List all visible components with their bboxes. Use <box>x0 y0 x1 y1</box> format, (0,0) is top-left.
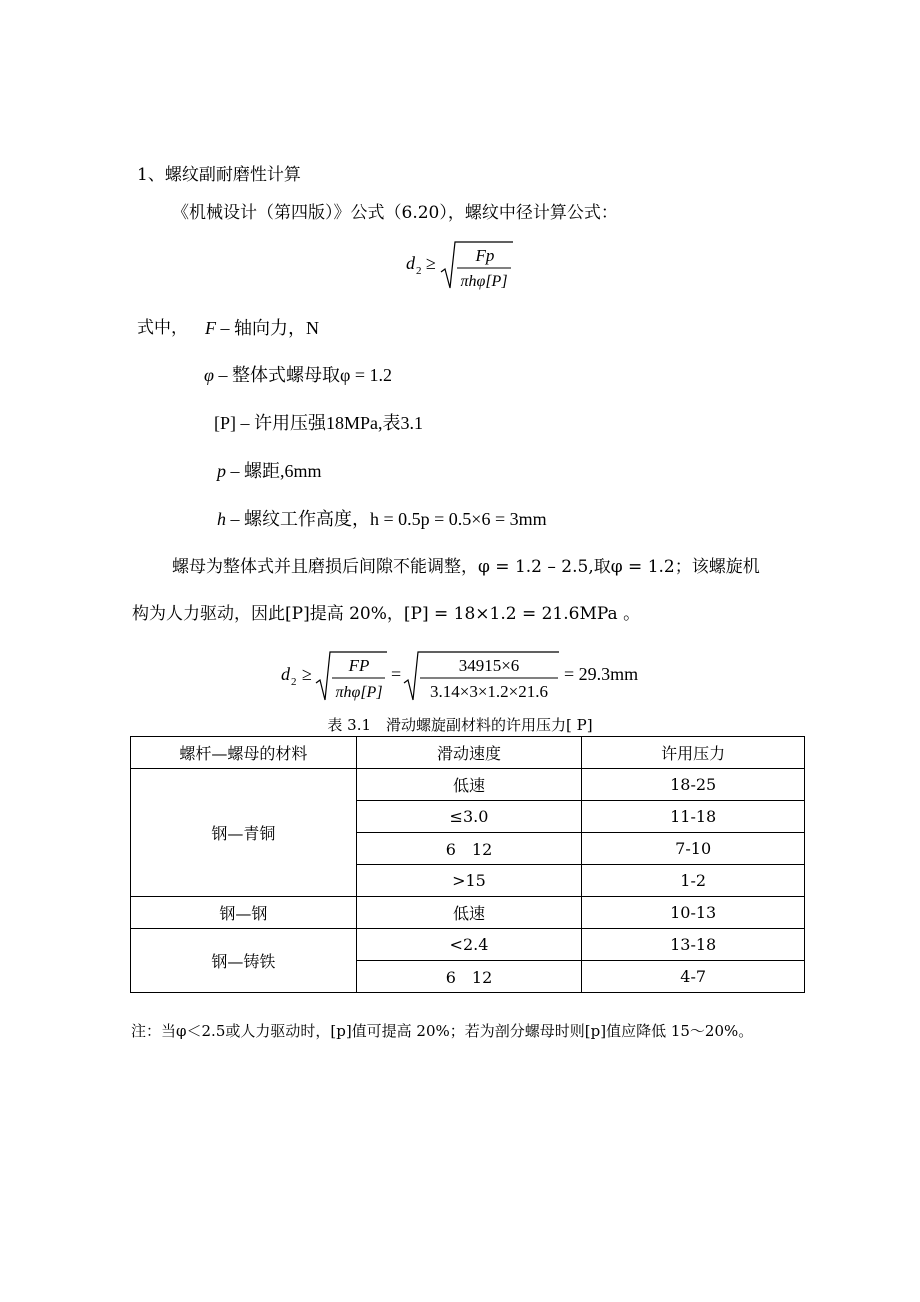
where-item-h-sym: h <box>217 509 226 529</box>
formula2-num2: 34915×6 <box>458 656 520 675</box>
where-item-P <box>214 412 423 434</box>
table-header-material: 螺杆—螺母的材料 <box>131 737 357 769</box>
table-caption: 表 3.1 滑动螺旋副材料的许用压力[ P] <box>327 716 593 734</box>
table-cell-speed: 6 12 <box>356 961 582 993</box>
formula2-lhs-sub: 2 <box>291 676 297 688</box>
table-cell-pressure: 11-18 <box>582 801 805 833</box>
para-line-1: 螺母为整体式并且磨损后间隙不能调整，φ = 1.2 – 2.5,取φ = 1.2；该螺旋机 <box>172 557 760 577</box>
where-label: 式中， <box>137 318 188 338</box>
where-item-P-text: – 许用压强18MPa,表3.1 <box>236 413 424 433</box>
table-cell-pressure: 10-13 <box>582 897 805 929</box>
where-item-pitch-sym: p <box>217 461 226 481</box>
formula1-den: πhφ[P] <box>460 273 508 290</box>
formula1-lhs: d <box>406 253 415 273</box>
table-cell-speed: ≤3.0 <box>356 801 582 833</box>
section-heading: 1、螺纹副耐磨性计算 <box>137 165 301 185</box>
table-cell-pressure: 13-18 <box>582 929 805 961</box>
table-cell-material: 钢—钢 <box>131 897 357 929</box>
where-item-F-text: – 轴向力，N <box>216 318 319 338</box>
formula2-result: = 29.3mm <box>564 664 639 684</box>
formula1-rel: ≥ <box>426 253 436 273</box>
table-cell-material: 钢—青铜 <box>131 769 357 897</box>
formula2-lhs: d <box>281 664 290 684</box>
where-item-phi-text: – 整体式螺母取φ = 1.2 <box>213 365 393 385</box>
table-cell-speed: 低速 <box>356 897 582 929</box>
table-header-pressure: 许用压力 <box>582 737 805 769</box>
formula2-den1: πhφ[P] <box>335 684 383 701</box>
where-item-h <box>217 508 547 530</box>
table-note: 注：当φ＜2.5或人力驱动时，[p]值可提高 20%；若为剖分螺母时则[p]值应降低 15～20%。 <box>131 1022 754 1040</box>
where-item-F-sym: F <box>205 318 216 338</box>
table-cell-pressure: 1-2 <box>582 865 805 897</box>
table-cell-speed: <2.4 <box>356 929 582 961</box>
where-item-pitch-text: – 螺距,6mm <box>226 461 322 481</box>
formula1-num: Fp <box>475 246 495 265</box>
table-cell-material: 钢—铸铁 <box>131 929 357 993</box>
where-item-phi-sym: φ <box>204 365 214 385</box>
table-row <box>131 769 805 801</box>
formula-pitch-diameter <box>400 236 530 296</box>
table-cell-pressure: 7-10 <box>582 833 805 865</box>
formula2-eq: = <box>391 664 402 684</box>
where-item-F <box>205 317 319 339</box>
table-cell-speed: 6 12 <box>356 833 582 865</box>
where-item-pitch <box>217 460 322 482</box>
where-item-P-sym: [P] <box>214 413 236 433</box>
formula-result <box>275 646 655 706</box>
intro-text: 《机械设计（第四版）》公式（6.20），螺纹中径计算公式： <box>172 203 618 223</box>
formula2-rel: ≥ <box>302 664 312 684</box>
table-cell-pressure: 4-7 <box>582 961 805 993</box>
table-header-row <box>131 737 805 769</box>
formula2-den2: 3.14×3×1.2×21.6 <box>429 682 549 701</box>
table-row <box>131 897 805 929</box>
table-cell-speed: >15 <box>356 865 582 897</box>
table-header-speed: 滑动速度 <box>356 737 582 769</box>
table-row <box>131 929 805 961</box>
allowable-pressure-table <box>130 736 805 993</box>
formula2-num1: FP <box>348 656 370 675</box>
table-cell-pressure: 18-25 <box>582 769 805 801</box>
where-item-phi <box>204 364 392 386</box>
formula1-lhs-sub: 2 <box>416 265 422 277</box>
table-cell-speed: 低速 <box>356 769 582 801</box>
para-line-2: 构为人力驱动，因此[P]提高 20%，[P] = 18×1.2 = 21.6MPa 。 <box>132 604 641 624</box>
where-item-h-text: – 螺纹工作高度，h = 0.5p = 0.5×6 = 3mm <box>226 509 547 529</box>
